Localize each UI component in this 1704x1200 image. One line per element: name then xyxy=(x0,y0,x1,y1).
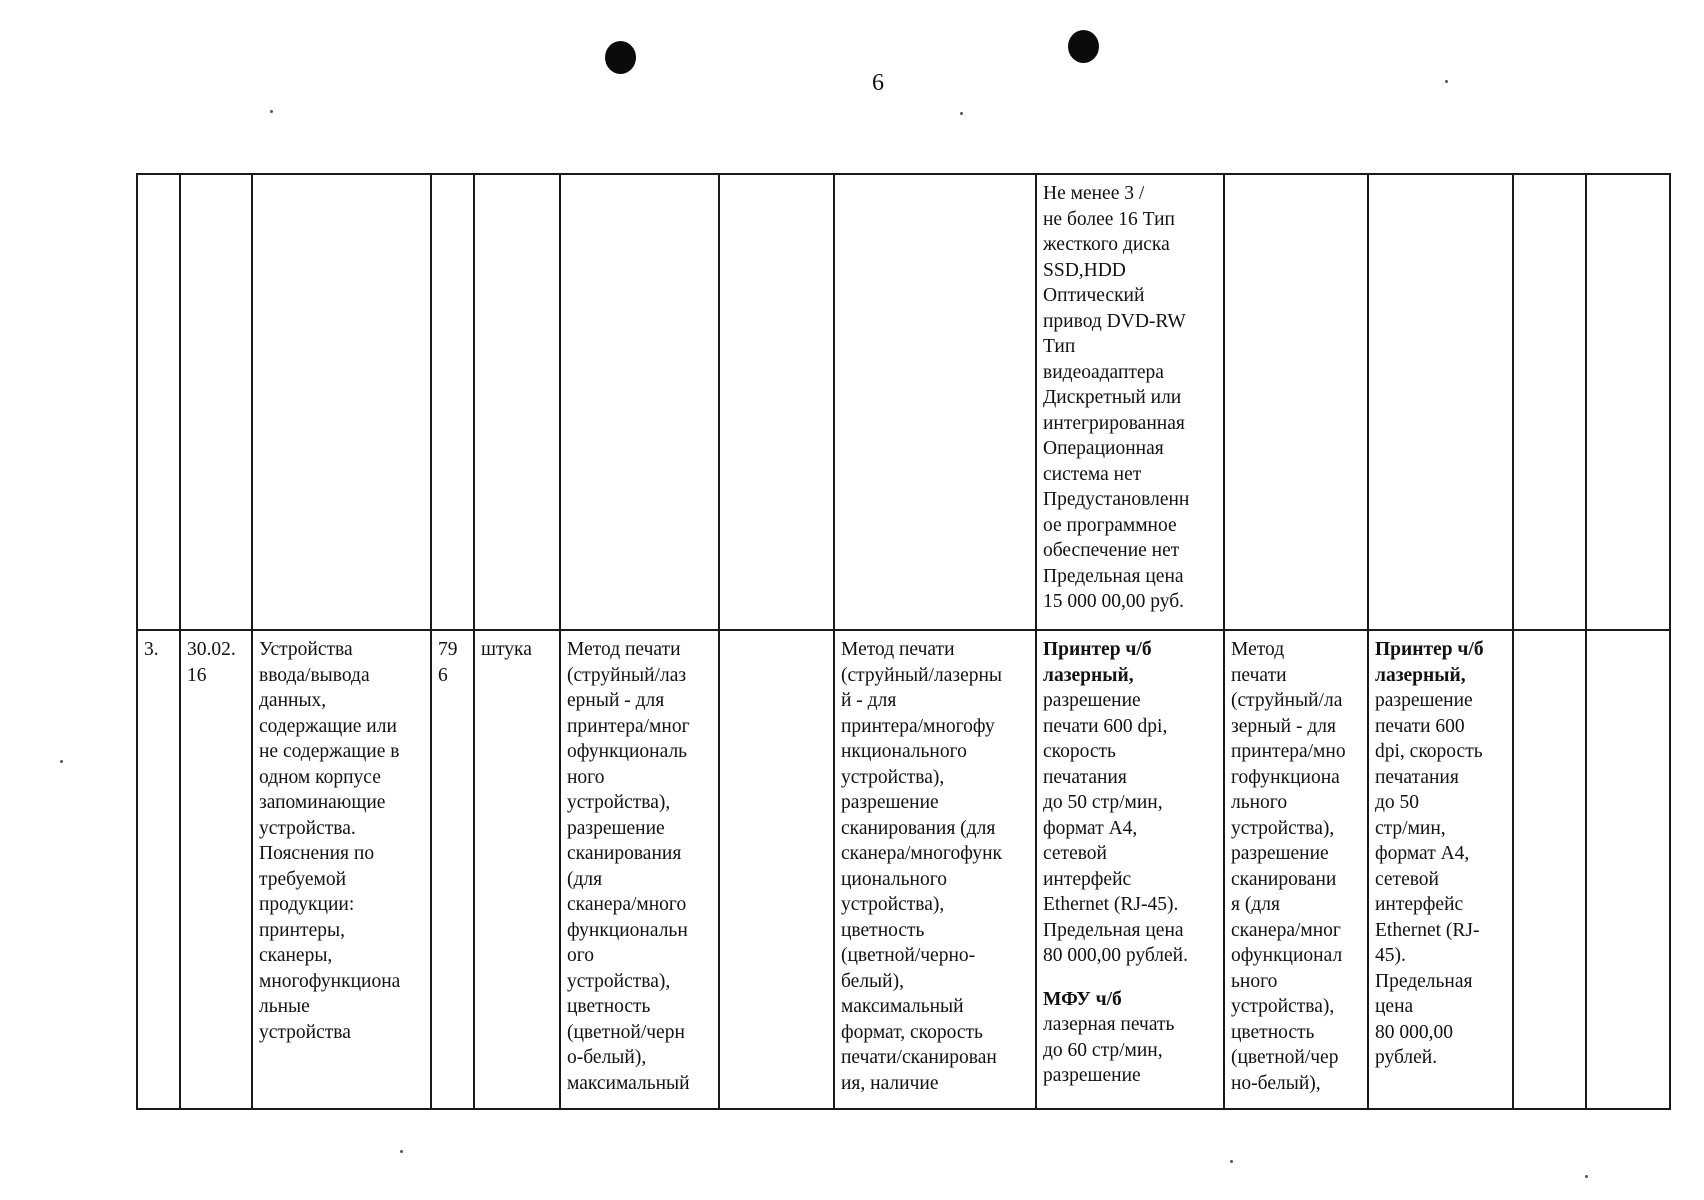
table-cell xyxy=(1513,174,1586,630)
product-name-cell: Устройства ввода/вывода данных, содержащие или не содержащие в одном корпусе запоминающие устройства. Пояснения по требуемой продукции: принтеры, сканеры, многофункциона льные устройства xyxy=(252,630,431,1109)
scan-speck xyxy=(1445,80,1448,83)
characteristics-cell-3: Метод печати (струйный/ла зерный - для принтера/мно гофункциона льного устройства), разрешение сканировани я (для сканера/мног офункционал ьного устройства), цветность (цветной/чер но-белый), xyxy=(1224,630,1368,1109)
row-number-cell: 3. xyxy=(137,630,180,1109)
scan-speck xyxy=(270,110,273,113)
table-cell xyxy=(719,630,834,1109)
table-cell xyxy=(1586,630,1670,1109)
table-row xyxy=(137,174,1670,630)
table-cell xyxy=(474,174,560,630)
table-cell xyxy=(560,174,719,630)
characteristics-cell: Метод печати (струйный/лаз ерный - для принтера/мног офункциональ ного устройства), разрешение сканирования (для сканера/много функциональн ого устройства), цветность (цветной/черн о-белый), максимальный xyxy=(560,630,719,1109)
table-cell xyxy=(834,174,1036,630)
unit-cell: штука xyxy=(474,630,560,1109)
scan-speck xyxy=(60,760,63,763)
scan-speck xyxy=(1585,1175,1588,1178)
printer2-spec-cell xyxy=(1368,630,1513,1109)
okpd-code-cell: 30.02. 16 xyxy=(180,630,252,1109)
printer-spec: разрешение печати 600 dpi, скорость печатания до 50 стр/мин, формат А4, сетевой интерфейс Ethernet (RJ-45). Предельная цена 80 000,00 рублей. xyxy=(1043,690,1188,966)
spec-continuation-cell: Не менее 3 / не более 16 Тип жесткого диска SSD,HDD Оптический привод DVD-RW Тип видеоадаптера Дискретный или интегрированная Операционная система нет Предустановленн ое программное обеспечение нет Предельная цена 15 000 00,00 руб. xyxy=(1036,174,1224,630)
table-cell xyxy=(1224,174,1368,630)
table-cell xyxy=(431,174,474,630)
spacer xyxy=(1043,969,1217,987)
scan-speck xyxy=(960,112,963,115)
table-cell xyxy=(180,174,252,630)
table-cell xyxy=(1586,174,1670,630)
table-row xyxy=(137,630,1670,1109)
printer-title: Принтер ч/б лазерный, xyxy=(1043,639,1152,686)
table-cell xyxy=(1368,174,1513,630)
table-cell xyxy=(719,174,834,630)
table-cell xyxy=(1513,630,1586,1109)
binder-hole-left xyxy=(605,41,636,74)
mfp-title: МФУ ч/б xyxy=(1043,988,1122,1010)
mfp-spec: лазерная печать до 60 стр/мин, разрешение xyxy=(1043,1014,1175,1086)
requirements-table xyxy=(136,173,1671,1110)
printer2-title: Принтер ч/б лазерный, xyxy=(1375,639,1484,686)
printer-spec-cell xyxy=(1036,630,1224,1109)
page-number: 6 xyxy=(872,70,884,96)
printer2-spec: разрешение печати 600 dpi, скорость печатания до 50 стр/мин, формат А4, сетевой интерфейс Ethernet (RJ- 45). Предельная цена 80 000,00 рублей. xyxy=(1375,690,1483,1068)
binder-hole-right xyxy=(1068,30,1099,63)
scan-speck xyxy=(1230,1160,1233,1163)
okei-code-cell: 79 6 xyxy=(431,630,474,1109)
table-cell xyxy=(252,174,431,630)
scan-speck xyxy=(400,1150,403,1153)
table-cell xyxy=(137,174,180,630)
characteristics-cell-2: Метод печати (струйный/лазерны й - для принтера/многофу нкционального устройства), разрешение сканирования (для сканера/многофунк ционального устройства), цветность (цветной/черно- белый), максимальный формат, скорость печати/сканирован ия, наличие xyxy=(834,630,1036,1109)
